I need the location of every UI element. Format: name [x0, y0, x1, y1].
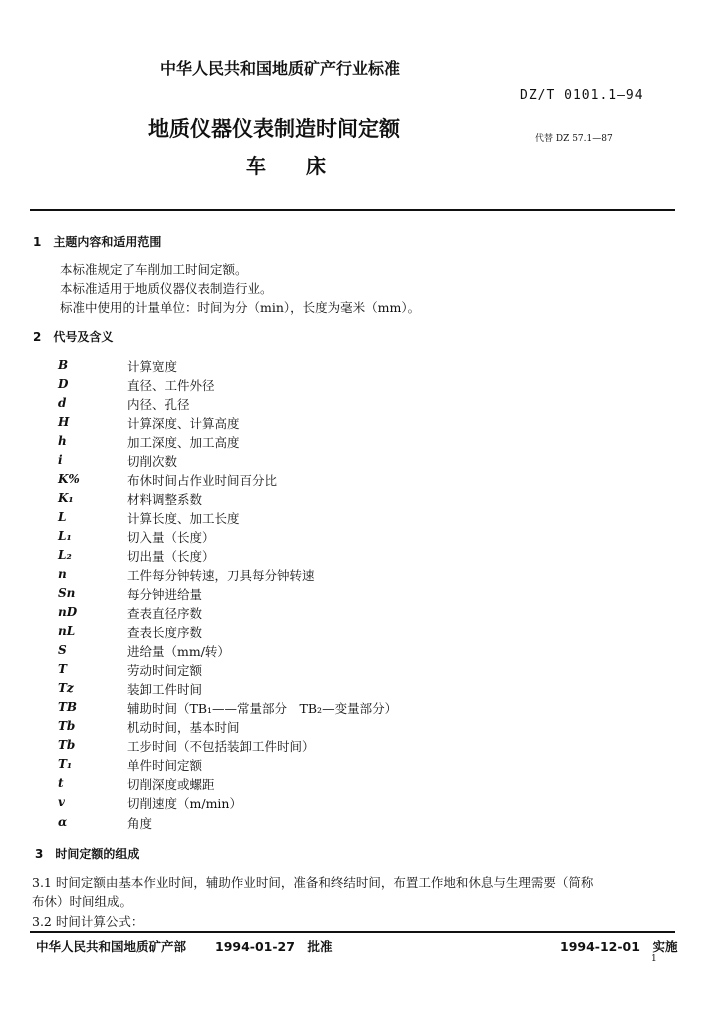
symbol-t-definition: 切削深度或螺距	[127, 777, 215, 792]
symbol-TB: TB	[58, 700, 78, 714]
symbol-nL: nL	[58, 624, 76, 638]
symbol-T1-definition: 单件时间定额	[127, 758, 203, 773]
standard-code: DZ/T 0101.1—94	[520, 88, 644, 103]
section-1-line-2: 本标准适用于地质仪器仪表制造行业。	[60, 281, 273, 296]
symbol-h-definition: 加工深度、加工高度	[127, 435, 240, 450]
symbol-nL-definition: 查表长度序数	[127, 625, 203, 640]
footer-rule	[30, 931, 675, 933]
symbol-Tb: Tb	[58, 719, 76, 733]
symbol-n: n	[58, 567, 67, 581]
symbol-S: S	[58, 643, 67, 657]
symbol-B-definition: 计算宽度	[127, 359, 178, 374]
symbol-n-definition: 工件每分钟转速，刀具每分钟转速	[127, 568, 315, 583]
symbol-H-definition: 计算深度、计算高度	[127, 416, 240, 431]
symbol-Tb-step-definition: 工步时间（不包括装卸工件时间）	[127, 739, 315, 754]
symbol-D-definition: 直径、工件外径	[127, 378, 215, 393]
symbol-L-definition: 计算长度、加工长度	[127, 511, 240, 526]
symbol-i-definition: 切削次数	[127, 454, 178, 469]
symbol-Tb-definition: 机动时间，基本时间	[127, 720, 240, 735]
symbol-D: D	[58, 377, 69, 391]
symbol-L2-definition: 切出量（长度）	[127, 549, 215, 564]
symbol-v: v	[58, 795, 65, 809]
symbol-Sn-definition: 每分钟进给量	[127, 587, 203, 602]
symbol-TB-definition: 辅助时间（TB₁——常量部分 TB₂—变量部分）	[127, 701, 398, 716]
section-3-2: 3.2 时间计算公式：	[32, 914, 144, 929]
symbol-K-percent: K%	[58, 472, 80, 486]
symbol-T1: T₁	[58, 757, 73, 771]
symbol-Tz: Tz	[58, 681, 74, 695]
symbol-v-definition: 切削速度（m/min）	[127, 796, 242, 811]
symbol-H: H	[58, 415, 70, 429]
symbol-Tz-definition: 装卸工件时间	[127, 682, 203, 697]
symbol-Sn: Sn	[58, 586, 76, 600]
symbol-alpha: α	[58, 815, 68, 829]
symbol-nD-definition: 查表直径序数	[127, 606, 203, 621]
symbol-S-definition: 进给量（mm/转）	[127, 644, 230, 659]
symbol-T: T	[58, 662, 67, 676]
symbol-L1-definition: 切入量（长度）	[127, 530, 215, 545]
symbol-i: i	[58, 453, 63, 467]
document-subtitle: 车 床	[246, 154, 326, 178]
footer-approval-date: 1994-01-27 批准	[215, 939, 333, 954]
symbol-L1: L₁	[58, 529, 72, 543]
symbol-d-definition: 内径、孔径	[127, 397, 190, 412]
footer-implementation-date: 1994-12-01 实施	[560, 939, 678, 954]
section-3-heading: 3 时间定额的组成	[35, 847, 140, 861]
symbol-L2: L₂	[58, 548, 72, 562]
issuing-authority: 中华人民共和国地质矿产行业标准	[160, 59, 401, 78]
symbol-nD: nD	[58, 605, 78, 619]
section-2-heading: 2 代号及含义	[33, 330, 114, 344]
symbol-h: h	[58, 434, 67, 448]
symbol-d: d	[58, 396, 67, 410]
symbol-T-definition: 劳动时间定额	[127, 663, 203, 678]
symbol-B: B	[58, 358, 69, 372]
section-1-line-3: 标准中使用的计量单位：时间为分（min），长度为毫米（mm）。	[60, 300, 421, 315]
footer-issuer: 中华人民共和国地质矿产部	[36, 939, 187, 954]
section-3-1-line-2: 布休）时间组成。	[32, 894, 133, 909]
symbol-K1: K₁	[58, 491, 74, 505]
section-1-heading: 1 主题内容和适用范围	[33, 235, 162, 249]
symbol-Tb-step: Tb	[58, 738, 76, 752]
symbol-alpha-definition: 角度	[127, 816, 153, 831]
section-3-1-line-1: 3.1 时间定额由基本作业时间，辅助作业时间，准备和终结时间，布置工作地和休息与生理需要（简称	[32, 875, 594, 890]
symbol-t: t	[58, 776, 64, 790]
symbol-K1-definition: 材料调整系数	[127, 492, 203, 507]
section-1-line-1: 本标准规定了车削加工时间定额。	[60, 262, 248, 277]
symbol-K-percent-definition: 布休时间占作业时间百分比	[127, 473, 278, 488]
replaces-standard: 代替 DZ 57.1—87	[535, 134, 613, 144]
page-number: 1	[651, 954, 657, 964]
header-rule	[30, 209, 675, 211]
document-title: 地质仪器仪表制造时间定额	[148, 117, 400, 141]
symbol-L: L	[58, 510, 67, 524]
